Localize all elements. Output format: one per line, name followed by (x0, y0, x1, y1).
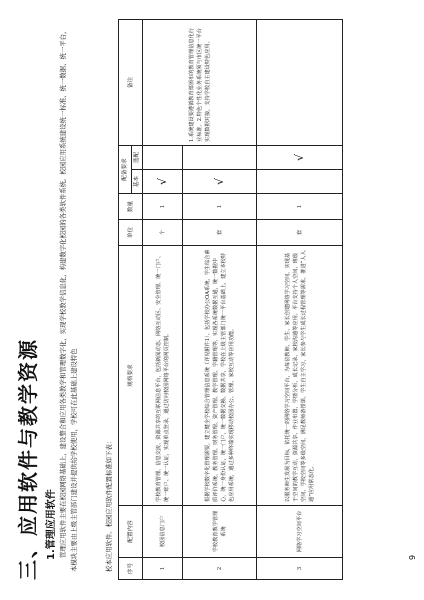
header-item: 配置内容 (119, 506, 143, 558)
row-seq: 1 (143, 558, 183, 580)
row-quantity: 1 (143, 194, 183, 220)
row-optional-mark: √ (257, 145, 343, 169)
row-basic-mark (257, 170, 343, 194)
subsection-title: 1.管理应用软件 (46, 489, 57, 560)
row-item: 网络学习空间平台 (257, 506, 343, 558)
row-quantity: 1 (183, 194, 257, 220)
row-requirements: 以服务师生发展为目标，依托统一的网络学习空间平台，为每位教师、学生、家长创建网络学习空间，实现基于空间的教学互动、资源共享、作业布置、学情分析、成长记录、家校沟通等应用。平台支持个人空间、班级空间、学校空间等多级空间，满足教师备授课、学生自主学习、家长参与学生成长过程管理等需求，推进“人人通”应用常态化。 (257, 246, 343, 506)
row-requirements: 根据学校数字化管理需要，建立健全学校综合管理信息系统（详见附件1）。包括学校办公OA系统、学生综合素质评价系统、教务管理、财务管理、资产管理、教学管理、学籍管理等，实现各系统数据互通，统一数据中心，统一身份认证，统一门户，统一数据交换、数据共享，学校在上级主管部门统一平台基础上，建立本校特色应用系统，通过多种终端实现移动校园办公、管理、家校互动等应用功能。 (183, 246, 257, 506)
header-unit: 单位 (119, 220, 143, 246)
header-quantity: 数量 (119, 194, 143, 220)
header-config-group: 配备要求 (119, 145, 132, 193)
page-number: 9 (408, 554, 417, 560)
intro-paragraph: 管理应用软件主要在校园网络基础上，建设整合和应用各类教学和管理数字化，实现学校教学信息化，构建数字化校园的各类软件系统。校园应用系统建设统一标准、统一数据、统一平台，本模块主要由上级主管部门建设并提供给学校使用，学校可在此基础上建设特色 (59, 27, 78, 572)
row-notes (257, 19, 343, 145)
row-item: 校园信息门户 (143, 506, 183, 558)
section-title: 三、应用软件与教学资源 (16, 338, 40, 580)
row-item: 学校教育教学管理系统 (183, 506, 257, 558)
header-seq: 序号 (119, 558, 143, 580)
row-requirements: 学校教育管理、信息交流、资源共享的互联网信息平台，包括新闻动态、网络互动区、安全管理、统一门户、统一账户、统一认证，实现单点登录，通过访问校园网络平台的网页控制。 (143, 246, 183, 506)
table-row (143, 19, 183, 579)
intro-paragraph-line2: 校本应用软件。校园应用软件配置标准如下表： (105, 437, 113, 572)
header-notes: 备注 (119, 19, 143, 145)
row-seq: 3 (257, 558, 343, 580)
config-standard-table (118, 19, 343, 580)
header-basic: 基本 (132, 170, 143, 194)
row-quantity: 1 (257, 194, 343, 220)
header-optional: 选配 (132, 145, 143, 169)
row-unit: 个 (143, 220, 183, 246)
row-optional-mark (143, 145, 183, 169)
row-basic-mark: √ (143, 170, 183, 194)
row-optional-mark (183, 145, 257, 169)
row-seq: 2 (183, 558, 257, 580)
row-basic-mark: √ (183, 170, 257, 194)
row-unit: 套 (183, 220, 257, 246)
row-notes: 1.系统建设要遵循教育部颁布的教育管理信息化行业标准。2.特色个性化业务系统须与市区统一平台实现数据对接，支持学校自主建设特色应用。 (143, 19, 257, 145)
table-row (257, 19, 343, 579)
row-unit: 套 (257, 220, 343, 246)
header-requirements: 规格要求 (119, 246, 143, 506)
